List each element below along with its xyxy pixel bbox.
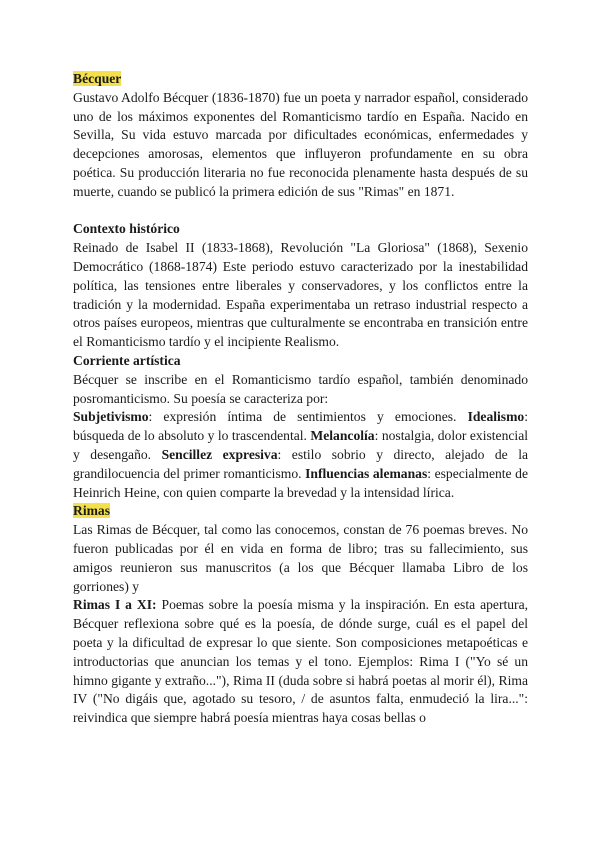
paragraph-corriente-features <box>73 408 528 502</box>
paragraph-corriente-intro: Bécquer se inscribe en el Romanticismo tardío español, también denominado posromanticismo. Su poesía se caracteriza por: <box>73 371 528 406</box>
rimas-group-body: Poemas sobre la poesía misma y la inspiración. En esta apertura, Bécquer reflexiona sobre qué es la poesía, de dónde surge, cuál es el papel del poeta y la dificultad de expresar lo que siente. Son composiciones metapoéticas e introductorias que anuncian los temas y el tono. Ejemplos: Rima I ("Yo sé un himno gigante y extraño..."), Rima II (duda sobre si habrá poetas al morir él), Rima IV ("No digáis que, agotado su tesoro, / de asuntos falta, enmudeció la lira...": reivindica que siempre habrá poesía mientras haya cosas bellas o <box>73 597 529 726</box>
feature-desc: : expresión íntima de sentimientos y emociones. <box>148 409 468 425</box>
feature-term: Idealismo <box>467 409 525 425</box>
paragraph-becquer: Gustavo Adolfo Bécquer (1836-1870) fue un poeta y narrador español, considerado uno de los máximos exponentes del Romanticismo tardío en España. Nacido en Sevilla, Su vida estuvo marcada por dificultades económicas, enfermedades y decepciones amorosas, elementos que influyeron profundamente en su obra poética. Su producción literaria no fue reconocida plenamente hasta después de su muerte, cuando se publicó la primera edición de sus "Rimas" en 1871. <box>73 89 528 199</box>
feature-term: Sencillez expresiva <box>161 446 278 462</box>
highlight-becquer: Bécquer <box>73 71 122 86</box>
section-title-contexto: Contexto histórico <box>73 221 180 237</box>
blank-line <box>73 202 528 221</box>
feature-term: Subjetivismo <box>73 409 149 425</box>
feature-desc: : búsqueda de lo absoluto y lo trascendental. <box>73 409 528 444</box>
highlight-rimas: Rimas <box>73 503 111 519</box>
rimas-group-title: Rimas I a XI: <box>73 597 157 613</box>
section-title-becquer <box>73 70 528 89</box>
paragraph-rimas: Las Rimas de Bécquer, tal como las conocemos, constan de 76 poemas breves. No fueron publicadas por él en vida en forma de libro; tras su fallecimiento, sus amigos reunieron sus manuscritos (a los que Bécquer llamaba Libro de los gorriones) y <box>73 522 528 594</box>
feature-desc: : nostalgia, dolor existencial y desengaño. <box>73 428 528 462</box>
section-title-corriente: Corriente artística <box>73 352 181 368</box>
feature-term: Influencias alemanas <box>305 465 428 481</box>
feature-desc: : estilo sobrio y directo, alejado de la grandilocuencia del primer romanticismo. <box>73 446 528 481</box>
paragraph-rimas-group <box>73 596 528 728</box>
paragraph-contexto: Reinado de Isabel II (1833-1868), Revolución "La Gloriosa" (1868), Sexenio Democrático (1868-1874) Este periodo estuvo caracterizado por la inestabilidad política, las tensiones entre liberales y conservadores, y los conflictos entre la tradición y la modernidad. España experimentaba un retraso industrial respecto a otros países europeos, mientras que culturalmente se encontraba en transición entre el Romanticismo tardío y el incipiente Realismo. <box>73 240 528 350</box>
feature-term: Melancolía <box>310 428 375 444</box>
section-title-rimas <box>73 502 528 521</box>
feature-desc: : especialmente de Heinrich Heine, con quien comparte la brevedad y la intensidad lírica. <box>73 465 528 500</box>
